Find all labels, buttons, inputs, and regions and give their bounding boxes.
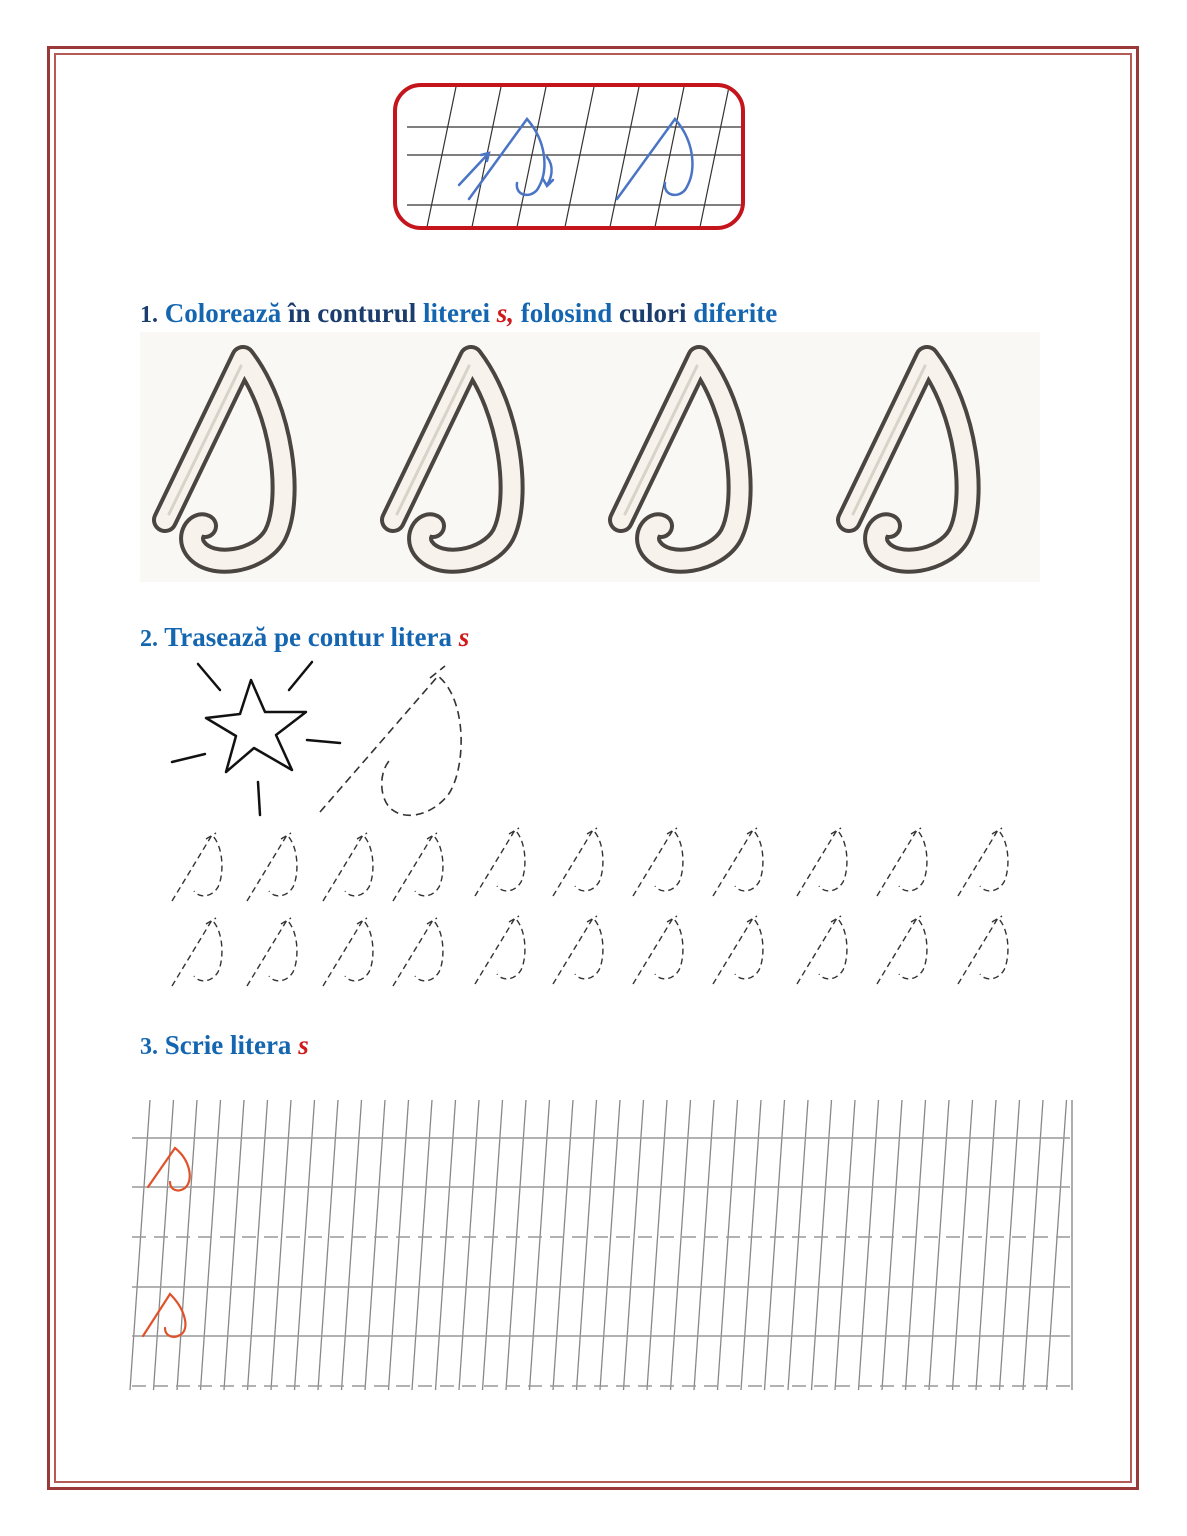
grid-slant-line (859, 1100, 879, 1390)
exercise-1-heading: 1. Colorează în conturul literei s, folosind culori diferite (140, 298, 778, 328)
grid-slant-line (906, 1100, 926, 1390)
grid-slant-line (506, 1100, 526, 1390)
exercise-2-heading: 2. Trasează pe contur litera s (140, 622, 470, 652)
grid-slant-line (671, 1100, 691, 1390)
exercise-2-letter: s (458, 622, 470, 652)
grid-slant-line (741, 1100, 761, 1390)
grid-slant-line (624, 1100, 644, 1390)
grid-slant-line (154, 1100, 174, 1390)
grid-slant-line (248, 1100, 268, 1390)
grid-slant-line (483, 1100, 503, 1390)
grid-slant-line (1000, 1100, 1020, 1390)
grid-slant-line (647, 1100, 667, 1390)
grid-slant-line (365, 1100, 385, 1390)
grid-slant-line (177, 1100, 197, 1390)
grid-slant-line (718, 1100, 738, 1390)
grid-slant-line (953, 1100, 973, 1390)
grid-slant-line (929, 1100, 949, 1390)
grid-slant-line (553, 1100, 573, 1390)
grid-slant-line (1047, 1100, 1067, 1390)
exercise-1-number: 1. (140, 302, 158, 328)
grid-slant-line (694, 1100, 714, 1390)
grid-slant-line (224, 1100, 244, 1390)
grid-slant-line (318, 1100, 338, 1390)
grid-slant-line (201, 1100, 221, 1390)
grid-slant-line (436, 1100, 456, 1390)
grid-slant-line (389, 1100, 409, 1390)
grid-slant-line (600, 1100, 620, 1390)
grid-slant-line (271, 1100, 291, 1390)
grid-slant-line (577, 1100, 597, 1390)
grid-slant-line (530, 1100, 550, 1390)
grid-slant-line (412, 1100, 432, 1390)
exercise-2-number: 2. (140, 626, 158, 652)
sample-letter (143, 1294, 185, 1337)
grid-slant-line (976, 1100, 996, 1390)
grid-slant-line (812, 1100, 832, 1390)
grid-slant-line (765, 1100, 785, 1390)
grid-slant-line (295, 1100, 315, 1390)
grid-slant-line (130, 1100, 150, 1390)
exercise-1-letter: s, (496, 298, 514, 328)
grid-slant-line (459, 1100, 479, 1390)
exercise-3-letter: s (298, 1030, 309, 1060)
grid-slant-line (835, 1100, 855, 1390)
grid-slant-line (788, 1100, 808, 1390)
grid-slant-line (342, 1100, 362, 1390)
exercise-3-heading: 3. Scrie litera s (140, 1030, 309, 1060)
exercise-3-number: 3. (140, 1034, 158, 1060)
grid-slant-line (882, 1100, 902, 1390)
grid-slant-line (1023, 1100, 1043, 1390)
